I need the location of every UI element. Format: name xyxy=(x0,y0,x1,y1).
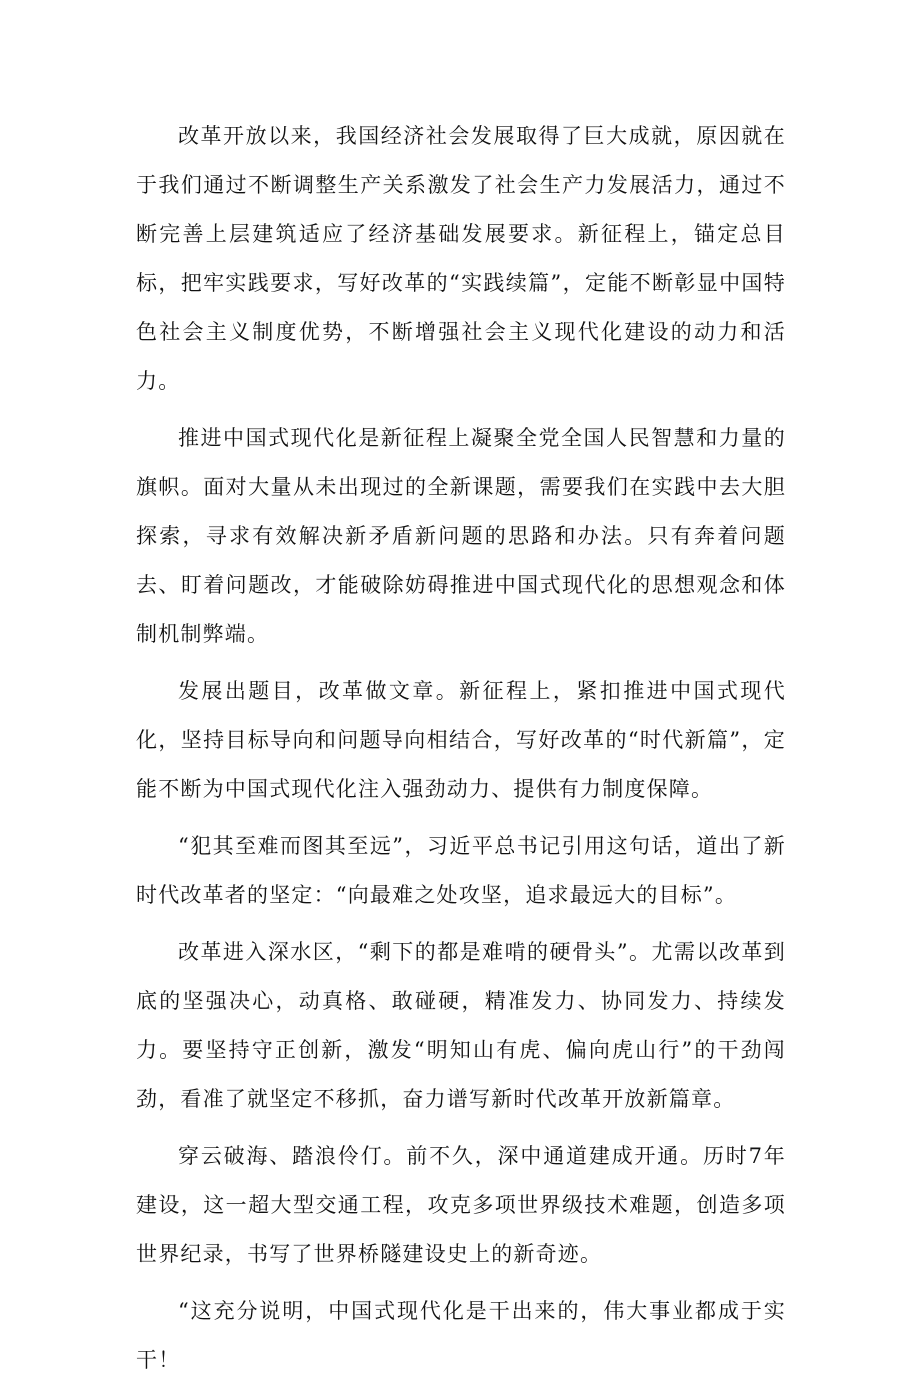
paragraph-4: “犯其至难而图其至远”，习近平总书记引用这句话，道出了新时代改革者的坚定：“向最难之处攻坚，追求最远大的目标”。 xyxy=(136,834,786,907)
paragraph-6: 穿云破海、踏浪伶仃。前不久，深中通道建成开通。历时7年建设，这一超大型交通工程，攻克多项世界级技术难题，创造多项世界纪录，书写了世界桥隧建设史上的新奇迹。 xyxy=(136,1144,786,1266)
paragraph-5: 改革进入深水区，“剩下的都是难啃的硬骨头”。尤需以改革到底的坚强决心，动真格、敢碰硬，精准发力、协同发力、持续发力。要坚持守正创新，激发“明知山有虎、偏向虎山行”的干劲闯劲，看准了就坚定不移抓，奋力谱写新时代改革开放新篇章。 xyxy=(136,940,786,1111)
document-body xyxy=(136,112,786,1393)
paragraph-3: 发展出题目，改革做文章。新征程上，紧扣推进中国式现代化，坚持目标导向和问题导向相结合，写好改革的“时代新篇”，定能不断为中国式现代化注入强劲动力、提供有力制度保障。 xyxy=(136,679,786,801)
paragraph-2: 推进中国式现代化是新征程上凝聚全党全国人民智慧和力量的旗帜。面对大量从未出现过的全新课题，需要我们在实践中去大胆探索，寻求有效解决新矛盾新问题的思路和办法。只有奔着问题去、盯着问题改，才能破除妨碍推进中国式现代化的思想观念和体制机制弊端。 xyxy=(136,426,786,646)
paragraph-7: “这充分说明，中国式现代化是干出来的，伟大事业都成于实干！ xyxy=(136,1299,786,1372)
paragraph-1: 改革开放以来，我国经济社会发展取得了巨大成就，原因就在于我们通过不断调整生产关系激发了社会生产力发展活力，通过不断完善上层建筑适应了经济基础发展要求。新征程上，锚定总目标，把牢实践要求，写好改革的“实践续篇”，定能不断彰显中国特色社会主义制度优势，不断增强社会主义现代化建设的动力和活力。 xyxy=(136,124,786,393)
